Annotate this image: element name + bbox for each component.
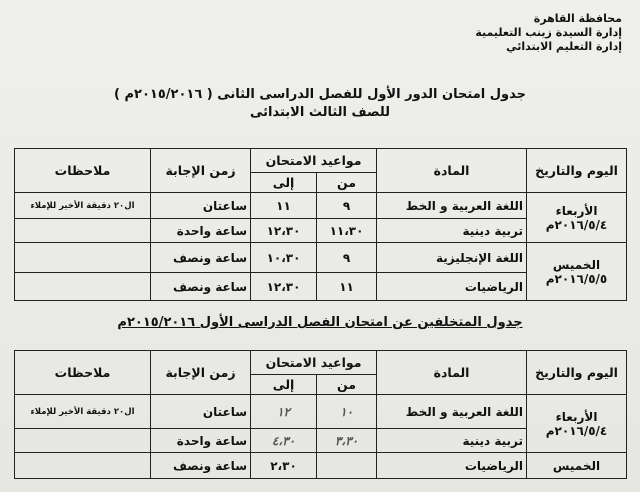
header-to: إلى	[251, 173, 317, 193]
header-to: إلى	[251, 375, 317, 395]
header-duration: زمن الإجابة	[151, 149, 251, 193]
header-day: اليوم والتاريخ	[527, 149, 627, 193]
from-cell: ٩	[317, 193, 377, 219]
header-day: اليوم والتاريخ	[527, 351, 627, 395]
note-cell	[15, 429, 151, 453]
governorate-line: محافظة القاهرة	[533, 12, 622, 25]
subject-cell: اللغة العربية و الخط	[377, 395, 527, 429]
from-cell: ١١،٣٠	[317, 219, 377, 243]
header-notes: ملاحظات	[15, 351, 151, 395]
from-cell: ١١	[317, 273, 377, 301]
schedule-title: جدول امتحان الدور الأول للفصل الدراسى الثانى ( ٢٠١٥/٢٠١٦م )	[114, 87, 526, 102]
day-date: ٢٠١٦/٥/٥م	[545, 271, 608, 286]
duration-cell: ساعتان	[151, 395, 251, 429]
subject-cell: الرياضيات	[377, 273, 527, 301]
note-cell	[15, 219, 151, 243]
day-cell	[527, 395, 627, 453]
duration-cell: ساعة ونصف	[151, 273, 251, 301]
header-times: مواعيد الامتحان	[251, 149, 377, 173]
header-subject: المادة	[377, 351, 527, 395]
duration-cell: ساعة واحدة	[151, 219, 251, 243]
duration-cell: ساعتان	[151, 193, 251, 219]
subject-cell: الرياضيات	[377, 453, 527, 479]
to-cell: ١١	[251, 193, 317, 219]
note-cell	[15, 243, 151, 273]
duration-cell: ساعة ونصف	[151, 453, 251, 479]
day-date: ٢٠١٦/٥/٤م	[545, 217, 608, 232]
header-from: من	[317, 375, 377, 395]
to-cell: ٤،٣٠	[251, 429, 317, 453]
header-subject: المادة	[377, 149, 527, 193]
header-times: مواعيد الامتحان	[251, 351, 377, 375]
grade-title: للصف الثالث الابتدائى	[249, 105, 391, 120]
note-cell	[15, 453, 151, 479]
note-cell: ال٢٠ دقيقة الأخير للإملاء	[15, 193, 151, 219]
day-name: الأربعاء	[555, 203, 598, 218]
subject-cell: تربية دينية	[377, 219, 527, 243]
day-cell	[527, 193, 627, 243]
subject-cell: اللغة العربية و الخط	[377, 193, 527, 219]
day-name: الخميس	[552, 257, 601, 272]
to-cell: ١٢	[251, 395, 317, 429]
duration-cell: ساعة ونصف	[151, 243, 251, 273]
from-cell: ٩	[317, 243, 377, 273]
subject-cell: اللغة الإنجليزية	[377, 243, 527, 273]
to-cell: ٢،٣٠	[251, 453, 317, 479]
district-line: إدارة السيدة زينب التعليمية	[475, 26, 622, 39]
day-cell	[527, 243, 627, 301]
day-name: الخميس	[552, 458, 601, 473]
letterhead	[475, 12, 622, 54]
day-cell	[527, 453, 627, 479]
from-cell	[317, 453, 377, 479]
subject-cell: تربية دينية	[377, 429, 527, 453]
exam-schedule-table	[14, 148, 627, 301]
header-duration: زمن الإجابة	[151, 351, 251, 395]
duration-cell: ساعة واحدة	[151, 429, 251, 453]
header-from: من	[317, 173, 377, 193]
from-cell: ٣،٣٠	[317, 429, 377, 453]
table-row	[15, 395, 627, 429]
note-cell	[15, 273, 151, 301]
to-cell: ١٢،٣٠	[251, 219, 317, 243]
makeup-schedule-table	[14, 350, 627, 479]
to-cell: ١٠،٣٠	[251, 243, 317, 273]
table-row	[15, 243, 627, 273]
note-cell: ال٢٠ دقيقة الأخير للإملاء	[15, 395, 151, 429]
from-cell: ١٠	[317, 395, 377, 429]
department-line: إدارة التعليم الابتدائي	[506, 40, 622, 53]
header-notes: ملاحظات	[15, 149, 151, 193]
to-cell: ١٢،٣٠	[251, 273, 317, 301]
table-row	[15, 453, 627, 479]
makeup-schedule-title: جدول المتخلفين عن امتحان الفصل الدراسى الأول ٢٠١٥/٢٠١٦م	[117, 315, 523, 330]
day-name: الأربعاء	[555, 409, 598, 424]
table-row	[15, 193, 627, 219]
day-date: ٢٠١٦/٥/٤م	[545, 423, 608, 438]
